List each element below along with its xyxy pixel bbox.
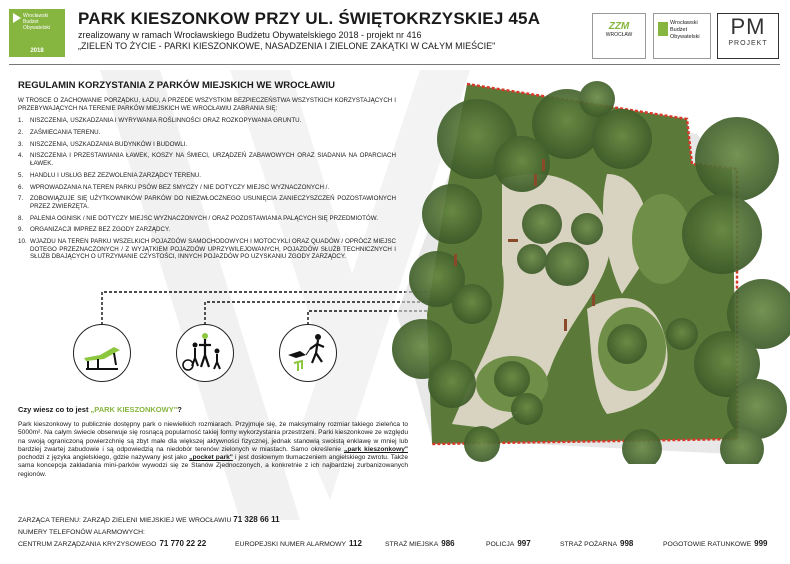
rule-text: ZAŚMIECANIA TERENU.: [30, 128, 101, 136]
alarm-number: 71 770 22 22: [159, 539, 207, 548]
alarm-number: 986: [441, 539, 455, 548]
rule-number: 1.: [18, 117, 24, 124]
alarm-label: CENTRUM ZARZĄDZANIA KRYZYSOWEGO: [18, 541, 157, 548]
description-term1: „park kieszonkowy": [344, 445, 408, 453]
question-suffix: ?: [177, 405, 182, 414]
regulamin-intro: W TROSCE O ZACHOWANIE PORZĄDKU, ŁADU, A PRZEDE WSZYSTKIM BEZPIECZEŃSTWA WSZYSTKICH KORZYSTAJĄCYCH I PRZEBYWAJĄCYCH NA TERENIE PARKÓW MIEJSKICH WE WROCŁAWIU ZABRANIA SIĘ:: [18, 97, 396, 112]
rule-text: ORGANIZACJI IMPREZ BEZ ZGODY ZARZĄDCY.: [30, 226, 171, 234]
pm-logo-big: PM: [730, 14, 766, 39]
description-part2: pochodzi z języka angielskiego, gdzie nazywany jest jako: [18, 454, 190, 462]
description-part1: Park kieszonkowy to publicznie dostępny park o niewielkich rozmiarach. Przyjmuje się, że maksymalny rozmiar takiego zieleńca to 5000m². Na całym świecie obserwuje się rosnącą popularność takiej formy wykorzystania przestrzeni. Parki kieszonkowe ze względu na swoją ograniczoną powierzchnię są zbyt małe dla większej aktywności fizycznej, jednak stanowią swoistą enklawę w mniej lub bardziej zwartej zabudowie i są odpowiedzią na niedobór terenów zielonych w miastach. Samo określenie: [18, 421, 408, 453]
manager-label: ZARZĄCA TERENU: ZARZĄD ZIELENI MIEJSKIEJ WE WROCŁAWIU: [18, 517, 232, 524]
wbo-logo-line2: Budżet: [670, 27, 688, 33]
rule-number: 10.: [18, 238, 27, 246]
rule-text: ZOBOWIĄZUJE SIĘ UŻYTKOWNIKÓW PARKÓW DO NIEZWŁOCZNEGO USUNIĘCIA ZANIECZYSZCZEŃ POZOSTAWIONYCH PRZEZ ZWIERZĘTA.: [30, 195, 396, 210]
alarm-number: 997: [517, 539, 531, 548]
badge-line1: Wrocławski: [23, 13, 49, 19]
description-part3: i jest dosłownym tłumaczeniem angielskiego zwrotu. Także sama koncepcja zakładania mini-parków wywodzi się ze Stanów Zjednoczonych, a konkretnie z ich najbardziej zurbanizowanych regionów.: [18, 454, 409, 478]
alarm-title: NUMERY TELEFONÓW ALARMOWYCH:: [18, 529, 145, 536]
dog-walker-icon: [279, 324, 337, 382]
rule-number: 5.: [18, 171, 24, 179]
family-icon: [176, 324, 234, 382]
alarm-number: 112: [349, 539, 362, 548]
zzm-logo-text: ZZM: [608, 21, 630, 32]
question-prefix: Czy wiesz co to jest: [18, 405, 91, 414]
question-highlight: „PARK KIESZONKOWY": [90, 405, 178, 414]
badge-line3: Obywatelski: [23, 25, 50, 31]
wbo-logo-line1: Wrocławski: [670, 20, 698, 26]
alarm-label: STRAŻ MIEJSKA: [385, 541, 439, 548]
rule-text: NISZCZENIA, USZKADZANIA I WYRYWANIA ROŚLINNOŚCI ORAZ ROZKOPYWANIA GRUNTU.: [30, 117, 302, 124]
alarm-label: POLICJA: [486, 541, 515, 548]
subtitle-2: „ZIELEŃ TO ŻYCIE - PARKI KIESZONKOWE, NASADZENIA I ZIELONE ZAKĄTKI W CAŁYM MIEŚCIE": [78, 41, 496, 51]
rule-number: 4.: [18, 152, 24, 160]
alarm-number: 998: [620, 539, 634, 548]
manager-phone: 71 328 66 11: [233, 515, 280, 524]
site-plan: [392, 64, 790, 464]
manager-contact: [18, 515, 280, 524]
regulamin-title: REGULAMIN KORZYSTANIA Z PARKÓW MIEJSKICH WE WROCŁAWIU: [18, 80, 336, 91]
pm-logo-small: PROJEKT: [728, 40, 768, 47]
alarm-label: EUROPEJSKI NUMER ALARMOWY: [235, 541, 347, 548]
alarm-item: [663, 539, 767, 548]
description-term2: „pocket park": [189, 454, 233, 462]
rule-number: 6.: [18, 183, 24, 191]
rule-number: 2.: [18, 128, 24, 136]
alarm-number: 999: [754, 539, 768, 548]
rule-text: PALENIA OGNISK / NIE DOTYCZY MIEJSC WYZNACZONYCH / ORAZ POZOSTAWIANIA PALĄCYCH SIĘ PRZEDMIOTÓW.: [30, 214, 378, 222]
alarm-item: [486, 539, 531, 548]
rule-text: NISZCZENIA, USZKADZANIA BUDYNKÓW I BUDOWLI.: [30, 140, 188, 148]
rule-number: 7.: [18, 195, 24, 203]
rule-number: 8.: [18, 214, 24, 222]
rule-text: WJAZDU NA TEREN PARKU WSZELKICH POJAZDÓW SAMOCHODOWYCH I MOTOCYKLI ORAZ QUADÓW / OPRÓCZ MIEJSC DOTEGO PRZEZNACZONYCH / Z WYJĄTKIEM POJAZDÓW UPRZYWILEJOWANYCH, POJAZDÓW SŁUŻB TECHNICZNYCH I SŁUŻB DBAJĄCYCH O UTRZYMANIE CZYSTOŚCI, INNYCH POJAZDÓW PO UZYSKANIU ZGODY ZARZĄDCY.: [30, 238, 396, 261]
alarm-label: POGOTOWIE RATUNKOWE: [663, 541, 752, 548]
badge-line2: Budżet: [23, 19, 39, 25]
rule-text: HANDLU I USŁUG BEZ ZEZWOLENIA ZARZĄDCY TERENU.: [30, 171, 201, 179]
rule-text: WPROWADZANIA NA TEREN PARKU PSÓW BEZ SMYCZY / NIE DOTYCZY MIEJSC WYZNACZONYCH /.: [30, 183, 330, 191]
rule-number: 3.: [18, 140, 24, 148]
alarm-label: STRAŻ POŻARNA: [560, 541, 618, 548]
alarm-item: [385, 539, 455, 548]
rule-text: NISZCZENIA I PRZESTAWIANIA ŁAWEK, KOSZY NA ŚMIECI, URZĄDZEŃ ZABAWOWYCH ORAZ SIADANIA NA OPARCIACH ŁAWEK.: [30, 152, 396, 167]
alarm-item: [235, 539, 362, 548]
zzm-logo-city: WROCŁAW: [605, 32, 633, 38]
alarm-item: [18, 539, 206, 548]
rule-number: 9.: [18, 226, 24, 234]
page-title: PARK KIESZONKOW PRZY UL. ŚWIĘTOKRZYSKIEJ 45A: [78, 9, 541, 28]
subtitle-1: zrealizowany w ramach Wrocławskiego Budżetu Obywatelskiego 2018 - projekt nr 416: [78, 30, 422, 40]
sun-lounger-icon: [73, 324, 131, 382]
wbo-logo-line3: Obywatelski: [670, 34, 700, 40]
badge-year: 2018: [30, 48, 44, 54]
pocket-park-description: [18, 421, 408, 479]
question-heading: [18, 405, 182, 414]
alarm-item: [560, 539, 633, 548]
